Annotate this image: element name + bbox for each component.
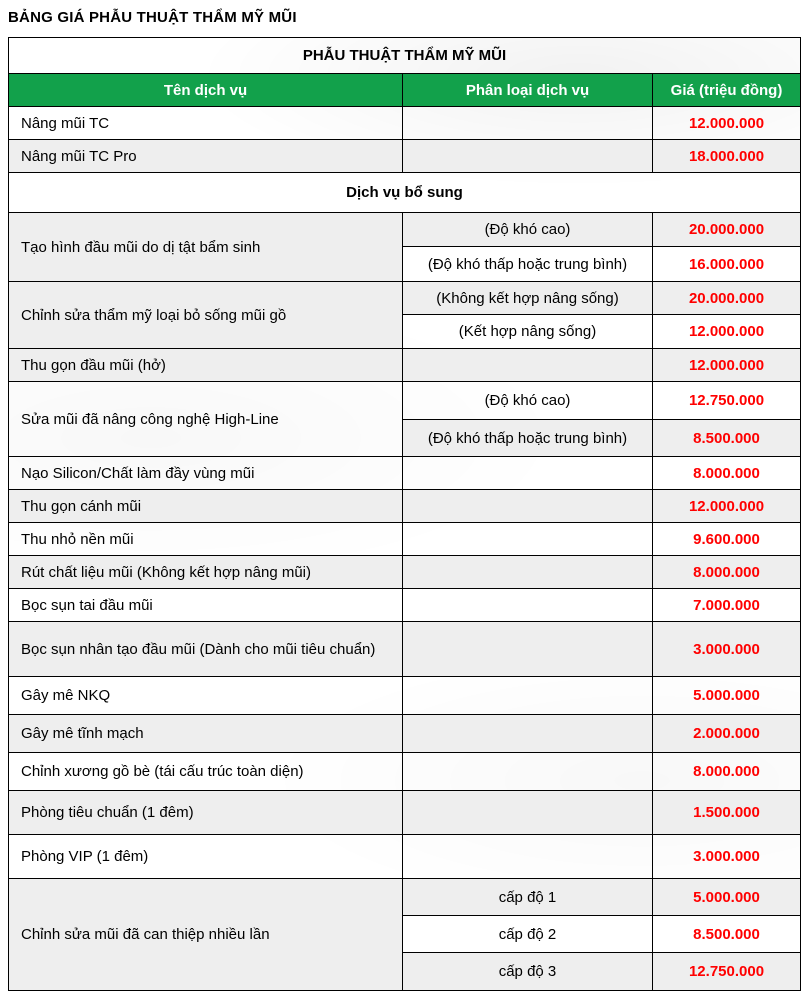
- category-cell: [403, 589, 653, 622]
- price-cell: 20.000.000: [653, 213, 801, 247]
- price-cell: 5.000.000: [653, 879, 801, 916]
- table-row: [9, 556, 801, 589]
- section-header: Dịch vụ bổ sung: [9, 173, 801, 213]
- table-row: [9, 835, 801, 879]
- service-name-cell: Rút chất liệu mũi (Không kết hợp nâng mũi): [9, 556, 403, 589]
- service-name-cell: Nâng mũi TC Pro: [9, 140, 403, 173]
- price-cell: 2.000.000: [653, 715, 801, 753]
- price-cell: 12.750.000: [653, 382, 801, 420]
- price-cell: 12.750.000: [653, 953, 801, 991]
- service-name-cell: Gây mê NKQ: [9, 677, 403, 715]
- price-cell: 12.000.000: [653, 349, 801, 382]
- category-cell: [403, 753, 653, 791]
- price-cell: 20.000.000: [653, 282, 801, 315]
- table-row: [9, 589, 801, 622]
- table-row: [9, 879, 801, 916]
- service-name-cell: Bọc sụn nhân tạo đầu mũi (Dành cho mũi tiêu chuẩn): [9, 622, 403, 677]
- price-table: [8, 37, 801, 991]
- price-cell: 8.000.000: [653, 556, 801, 589]
- category-cell: (Độ khó cao): [403, 213, 653, 247]
- table-row: [9, 523, 801, 556]
- table-row: [9, 715, 801, 753]
- column-header-service-name: Tên dịch vụ: [9, 74, 403, 107]
- table-row: [9, 677, 801, 715]
- table-row: [9, 622, 801, 677]
- category-cell: cấp độ 3: [403, 953, 653, 991]
- category-cell: [403, 349, 653, 382]
- column-header-service-type: Phân loại dịch vụ: [403, 74, 653, 107]
- price-cell: 3.000.000: [653, 622, 801, 677]
- price-cell: 3.000.000: [653, 835, 801, 879]
- category-cell: [403, 622, 653, 677]
- category-cell: [403, 457, 653, 490]
- category-cell: (Không kết hợp nâng sống): [403, 282, 653, 315]
- page-title: BẢNG GIÁ PHẪU THUẬT THẨM MỸ MŨI: [8, 9, 297, 26]
- column-header-price: Giá (triệu đồng): [653, 74, 801, 107]
- category-cell: [403, 490, 653, 523]
- service-name-cell: Chỉnh sửa thẩm mỹ loại bỏ sống mũi gồ: [9, 282, 403, 349]
- service-name-cell: Chỉnh xương gồ bè (tái cấu trúc toàn diện): [9, 753, 403, 791]
- table-row: [9, 791, 801, 835]
- price-cell: 9.600.000: [653, 523, 801, 556]
- price-cell: 12.000.000: [653, 107, 801, 140]
- table-header: PHẪU THUẬT THẨM MỸ MŨI: [9, 38, 801, 74]
- table-header-row: [9, 38, 801, 74]
- price-cell: 12.000.000: [653, 490, 801, 523]
- category-cell: [403, 107, 653, 140]
- price-cell: 8.000.000: [653, 753, 801, 791]
- table-row: [9, 349, 801, 382]
- price-cell: 12.000.000: [653, 315, 801, 349]
- service-name-cell: Thu gọn cánh mũi: [9, 490, 403, 523]
- price-cell: 1.500.000: [653, 791, 801, 835]
- service-name-cell: Nâng mũi TC: [9, 107, 403, 140]
- table-row: [9, 382, 801, 420]
- table-row: [9, 213, 801, 247]
- table-row: [9, 140, 801, 173]
- service-name-cell: Sửa mũi đã nâng công nghệ High-Line: [9, 382, 403, 457]
- service-name-cell: Thu gọn đầu mũi (hở): [9, 349, 403, 382]
- service-name-cell: Chỉnh sửa mũi đã can thiệp nhiều lần: [9, 879, 403, 991]
- category-cell: [403, 715, 653, 753]
- table-row: [9, 457, 801, 490]
- service-name-cell: Thu nhỏ nền mũi: [9, 523, 403, 556]
- category-cell: cấp độ 1: [403, 879, 653, 916]
- price-cell: 8.500.000: [653, 916, 801, 953]
- category-cell: [403, 677, 653, 715]
- service-name-cell: Bọc sụn tai đầu mũi: [9, 589, 403, 622]
- price-cell: 16.000.000: [653, 247, 801, 282]
- table-row: [9, 282, 801, 315]
- category-cell: (Độ khó thấp hoặc trung bình): [403, 247, 653, 282]
- table-row: [9, 107, 801, 140]
- service-name-cell: Gây mê tĩnh mạch: [9, 715, 403, 753]
- category-cell: [403, 835, 653, 879]
- table-row: [9, 753, 801, 791]
- category-cell: [403, 791, 653, 835]
- section-header-row: [9, 173, 801, 213]
- category-cell: (Độ khó thấp hoặc trung bình): [403, 420, 653, 457]
- service-name-cell: Phòng VIP (1 đêm): [9, 835, 403, 879]
- category-cell: [403, 140, 653, 173]
- price-cell: 7.000.000: [653, 589, 801, 622]
- category-cell: [403, 523, 653, 556]
- price-cell: 18.000.000: [653, 140, 801, 173]
- table-row: [9, 490, 801, 523]
- service-name-cell: Nạo Silicon/Chất làm đầy vùng mũi: [9, 457, 403, 490]
- category-cell: cấp độ 2: [403, 916, 653, 953]
- price-cell: 8.000.000: [653, 457, 801, 490]
- category-cell: (Kết hợp nâng sống): [403, 315, 653, 349]
- service-name-cell: Tạo hình đầu mũi do dị tật bẩm sinh: [9, 213, 403, 282]
- price-cell: 8.500.000: [653, 420, 801, 457]
- category-cell: (Độ khó cao): [403, 382, 653, 420]
- service-name-cell: Phòng tiêu chuẩn (1 đêm): [9, 791, 403, 835]
- column-header-row: [9, 74, 801, 107]
- category-cell: [403, 556, 653, 589]
- price-cell: 5.000.000: [653, 677, 801, 715]
